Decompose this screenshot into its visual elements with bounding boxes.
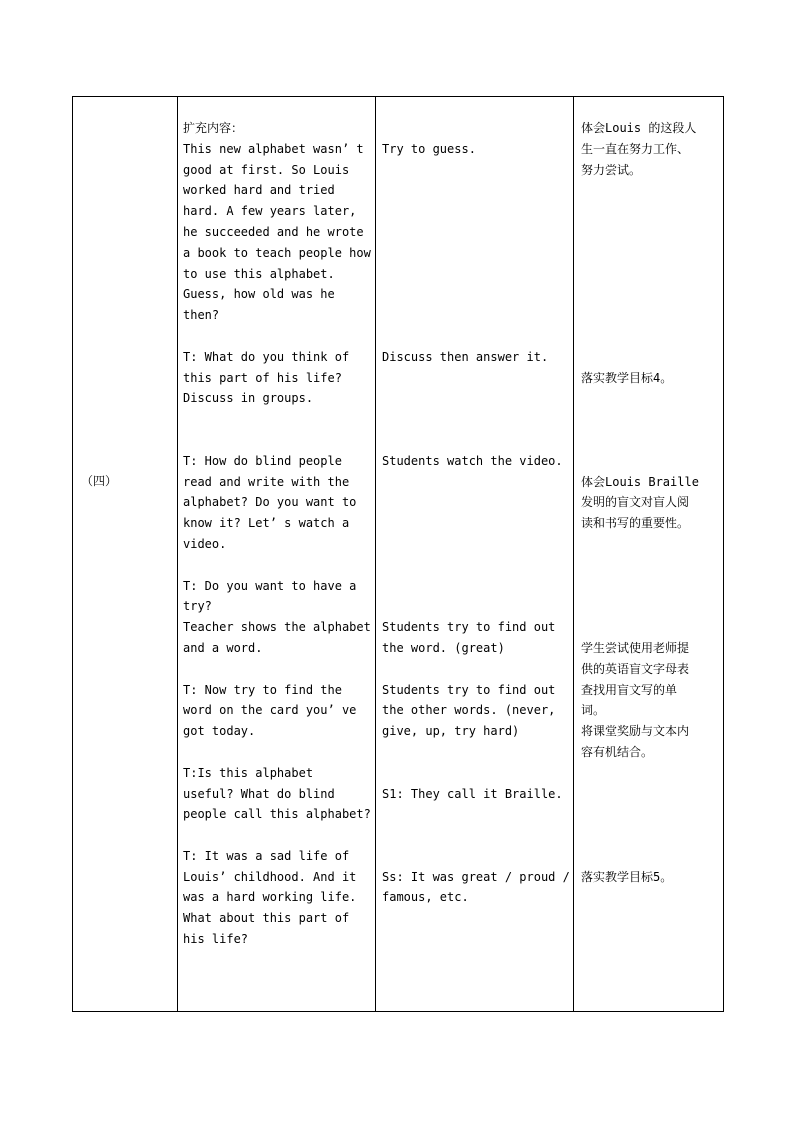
student-activity-line — [382, 305, 570, 326]
design-purpose-line: 读和书写的重要性。 — [581, 516, 690, 531]
student-activity-line — [382, 160, 570, 181]
design-purpose-line — [581, 284, 699, 305]
teacher-activity-line: hard. A few years later, — [183, 204, 357, 219]
student-activity-line — [382, 576, 570, 597]
student-activity-cell — [382, 118, 570, 908]
teacher-activity-line: T:Is this alphabet — [183, 765, 314, 780]
design-purpose-line: 发明的盲文对盲人阅 — [581, 495, 690, 510]
design-purpose-line — [581, 409, 699, 430]
teacher-activity-line — [183, 742, 371, 763]
teacher-activity-line — [183, 659, 371, 680]
teacher-activity-line: Louis’ childhood. And it — [183, 869, 357, 884]
teacher-activity-line: useful? What do blind — [183, 786, 335, 801]
design-purpose-line — [581, 264, 699, 285]
student-activity-line — [382, 430, 570, 451]
student-activity-line — [382, 222, 570, 243]
student-activity-line: the other words. (never, — [382, 703, 556, 718]
design-purpose-line — [581, 804, 699, 825]
design-purpose-line — [581, 576, 699, 597]
student-activity-line — [382, 555, 570, 576]
teacher-activity-line: worked hard and tried — [183, 183, 335, 198]
student-activity-line — [382, 825, 570, 846]
student-activity-line: Try to guess. — [382, 141, 476, 156]
teacher-activity-line: T: It was a sad life of — [183, 848, 350, 863]
teacher-activity-line — [183, 825, 371, 846]
teacher-activity-line: Discuss in groups. — [183, 391, 314, 406]
column-divider — [177, 97, 178, 1011]
design-purpose-line: 将课堂奖励与文本内 — [581, 724, 690, 739]
teacher-activity-line: This new alphabet wasn’ t — [183, 141, 364, 156]
teacher-activity-line: then? — [183, 308, 220, 323]
student-activity-line: Ss: It was great / proud / — [382, 869, 570, 884]
student-activity-line — [382, 118, 570, 139]
design-purpose-line — [581, 222, 699, 243]
teacher-activity-line: try? — [183, 599, 212, 614]
design-purpose-line: 供的英语盲文字母表 — [581, 661, 690, 676]
teacher-activity-line — [183, 555, 371, 576]
design-purpose-line: 努力尝试。 — [581, 162, 642, 177]
teacher-activity-line: he succeeded and he wrote — [183, 224, 364, 239]
student-activity-line: Students try to find out — [382, 620, 556, 635]
section-label: （四） — [81, 474, 118, 488]
student-activity-line — [382, 513, 570, 534]
design-purpose-line — [581, 825, 699, 846]
design-purpose-line: 体会Louis 的这段人 — [581, 121, 697, 135]
student-activity-line — [382, 243, 570, 264]
teacher-activity-line: T: Now try to find the — [183, 682, 342, 697]
student-activity-line — [382, 368, 570, 389]
design-purpose-line — [581, 555, 699, 576]
design-purpose-line: 查找用盲文写的单 — [581, 682, 678, 697]
section-label-cell — [81, 471, 117, 492]
design-purpose-line — [581, 534, 699, 555]
teacher-activity-line: people call this alphabet? — [183, 807, 371, 822]
column-divider — [375, 97, 376, 1011]
student-activity-line — [382, 742, 570, 763]
design-purpose-line: 容有机结合。 — [581, 744, 654, 759]
design-purpose-cell — [581, 118, 699, 887]
teacher-activity-line: was a hard working life. — [183, 890, 357, 905]
teacher-activity-line: T: What do you think of — [183, 349, 350, 364]
design-purpose-line — [581, 617, 699, 638]
design-purpose-line — [581, 201, 699, 222]
teacher-activity-line: word on the card you’ ve — [183, 703, 357, 718]
student-activity-line — [382, 492, 570, 513]
student-activity-line — [382, 846, 570, 867]
student-activity-line — [382, 388, 570, 409]
student-activity-line — [382, 534, 570, 555]
design-purpose-line — [581, 180, 699, 201]
teacher-activity-line: Teacher shows the alphabet — [183, 620, 371, 635]
design-purpose-line — [581, 784, 699, 805]
student-activity-line: S1: They call it Braille. — [382, 786, 563, 801]
design-purpose-line — [581, 596, 699, 617]
student-activity-line — [382, 763, 570, 784]
teacher-activity-line: video. — [183, 536, 227, 551]
teacher-activity-line: and a word. — [183, 640, 263, 655]
student-activity-line: famous, etc. — [382, 890, 469, 905]
design-purpose-line: 体会Louis Braille — [581, 474, 699, 489]
design-purpose-line — [581, 305, 699, 326]
teacher-activity-line: T: How do blind people — [183, 453, 342, 468]
design-purpose-line: 词。 — [581, 703, 606, 718]
teacher-activity-line: his life? — [183, 932, 249, 947]
teacher-activity-line: 扩充内容： — [183, 121, 244, 135]
student-activity-line — [382, 596, 570, 617]
teacher-activity-line: read and write with the — [183, 474, 350, 489]
student-activity-line — [382, 326, 570, 347]
column-divider — [573, 97, 574, 1011]
teacher-activity-line: Guess, how old was he — [183, 287, 335, 302]
student-activity-line: the word. (great) — [382, 640, 505, 655]
teacher-activity-line: What about this part of — [183, 911, 350, 926]
teacher-activity-line: good at first. So Louis — [183, 162, 350, 177]
teacher-activity-line — [183, 430, 371, 451]
student-activity-line — [382, 804, 570, 825]
teacher-activity-line: this part of his life? — [183, 370, 342, 385]
teacher-activity-line — [183, 409, 371, 430]
student-activity-line — [382, 264, 570, 285]
teacher-activity-line: T: Do you want to have a — [183, 578, 357, 593]
design-purpose-line: 落实教学目标5。 — [581, 869, 673, 884]
student-activity-line — [382, 472, 570, 493]
teacher-activity-line: alphabet? Do you want to — [183, 495, 357, 510]
student-activity-line — [382, 201, 570, 222]
teacher-activity-line: know it? Let’ s watch a — [183, 516, 350, 531]
student-activity-line: Students try to find out — [382, 682, 556, 697]
design-purpose-line: 生一直在努力工作、 — [581, 141, 690, 156]
teacher-activity-line: a book to teach people how — [183, 245, 371, 260]
design-purpose-line — [581, 326, 699, 347]
teacher-activity-line: got today. — [183, 724, 256, 739]
student-activity-line — [382, 659, 570, 680]
design-purpose-line — [581, 763, 699, 784]
student-activity-line — [382, 180, 570, 201]
lesson-table — [72, 96, 724, 1012]
student-activity-line — [382, 409, 570, 430]
student-activity-line: Discuss then answer it. — [382, 349, 549, 364]
teacher-activity-line: to use this alphabet. — [183, 266, 335, 281]
design-purpose-line — [581, 388, 699, 409]
student-activity-line: Students watch the video. — [382, 453, 563, 468]
design-purpose-line — [581, 451, 699, 472]
design-purpose-line — [581, 430, 699, 451]
design-purpose-line — [581, 846, 699, 867]
teacher-activity-line — [183, 326, 371, 347]
design-purpose-line: 学生尝试使用老师提 — [581, 640, 690, 655]
design-purpose-line: 落实教学目标4。 — [581, 370, 673, 385]
design-purpose-line — [581, 243, 699, 264]
teacher-activity-cell — [183, 118, 371, 950]
student-activity-line — [382, 284, 570, 305]
design-purpose-line — [581, 347, 699, 368]
student-activity-line: give, up, try hard) — [382, 724, 520, 739]
